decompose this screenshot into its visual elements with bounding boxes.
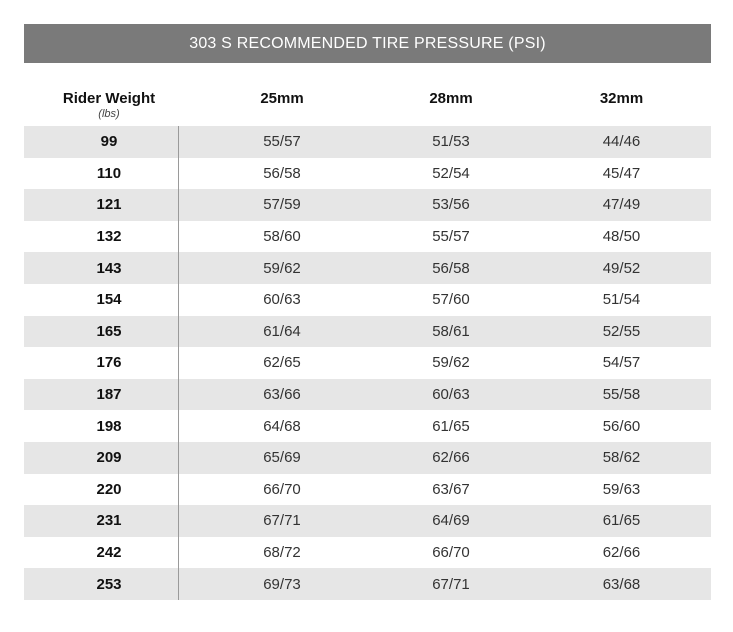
rider-weight-cell: 121 [96,196,122,214]
pressure-cell-28mm: 58/61 [432,322,470,340]
pressure-cell-25mm: 62/65 [263,354,301,372]
table-row [24,442,711,474]
pressure-cell-28mm: 52/54 [432,164,470,182]
rider-weight-cell: 165 [96,322,122,340]
rider-weight-cell: 110 [96,164,122,182]
table-row [24,347,711,379]
pressure-cell-28mm: 53/56 [432,196,470,214]
rider-weight-cell: 176 [96,354,122,372]
pressure-cell-32mm: 54/57 [602,354,641,372]
pressure-cell-32mm: 61/65 [602,512,641,530]
pressure-cell-25mm: 55/57 [263,133,301,151]
table-row [24,379,711,411]
pressure-cell-25mm: 61/64 [263,322,301,340]
table-row [24,505,711,537]
rider-weight-cell: 99 [100,133,118,151]
pressure-cell-28mm: 56/58 [432,259,470,277]
column-header-28mm: 28mm [429,90,473,107]
table-row [24,316,711,348]
pressure-cell-25mm: 64/68 [263,417,301,435]
table-row [24,221,711,253]
table-row [24,126,711,158]
pressure-cell-28mm: 60/63 [432,386,470,404]
rider-weight-cell: 242 [96,544,122,562]
rider-weight-header: Rider Weight [62,90,156,107]
table-row [24,158,711,190]
pressure-cell-25mm: 66/70 [263,480,301,498]
table-row [24,474,711,506]
pressure-cell-28mm: 67/71 [432,575,470,593]
pressure-cell-32mm: 52/55 [602,322,641,340]
pressure-cell-25mm: 56/58 [263,164,301,182]
pressure-cell-32mm: 45/47 [602,164,641,182]
pressure-cell-32mm: 58/62 [602,449,641,467]
pressure-cell-25mm: 68/72 [263,544,301,562]
rider-weight-cell: 187 [96,386,122,404]
table-row [24,537,711,569]
rider-weight-cell: 154 [96,291,122,309]
pressure-cell-28mm: 57/60 [432,291,470,309]
pressure-cell-25mm: 57/59 [263,196,301,214]
pressure-cell-32mm: 49/52 [602,259,641,277]
table-body [24,126,711,600]
pressure-cell-28mm: 55/57 [432,228,470,246]
pressure-cell-25mm: 58/60 [263,228,301,246]
column-header-32mm: 32mm [599,90,644,107]
pressure-cell-32mm: 55/58 [602,386,641,404]
pressure-cell-28mm: 66/70 [432,544,470,562]
rider-weight-cell: 132 [96,228,122,246]
pressure-cell-28mm: 64/69 [432,512,470,530]
pressure-cell-28mm: 61/65 [432,417,470,435]
pressure-cell-32mm: 44/46 [602,133,641,151]
pressure-cell-32mm: 59/63 [602,480,641,498]
row-header-divider [178,126,179,600]
rider-weight-cell: 220 [96,480,122,498]
pressure-cell-25mm: 60/63 [263,291,301,309]
pressure-cell-32mm: 51/54 [602,291,641,309]
pressure-cell-25mm: 67/71 [263,512,301,530]
pressure-cell-28mm: 62/66 [432,449,470,467]
pressure-cell-25mm: 59/62 [263,259,301,277]
rider-weight-cell: 253 [96,575,122,593]
rider-weight-cell: 231 [96,512,122,530]
table-row [24,568,711,600]
column-header-25mm: 25mm [260,90,304,107]
table-row [24,410,711,442]
pressure-cell-28mm: 59/62 [432,354,470,372]
rider-weight-unit: (lbs) [98,108,120,120]
rider-weight-cell: 209 [96,449,122,467]
pressure-cell-32mm: 47/49 [602,196,641,214]
pressure-cell-32mm: 63/68 [602,575,641,593]
table-title: 303 S RECOMMENDED TIRE PRESSURE (PSI) [24,24,711,63]
pressure-cell-28mm: 51/53 [432,133,470,151]
rider-weight-cell: 198 [96,417,122,435]
rider-weight-cell: 143 [96,259,122,277]
pressure-cell-25mm: 65/69 [263,449,301,467]
table-row [24,284,711,316]
table-header [24,86,711,126]
pressure-cell-32mm: 62/66 [602,544,641,562]
pressure-cell-28mm: 63/67 [432,480,470,498]
pressure-cell-32mm: 56/60 [602,417,641,435]
pressure-cell-25mm: 69/73 [263,575,301,593]
table-row [24,189,711,221]
pressure-cell-32mm: 48/50 [602,228,641,246]
pressure-cell-25mm: 63/66 [263,386,301,404]
table-row [24,252,711,284]
